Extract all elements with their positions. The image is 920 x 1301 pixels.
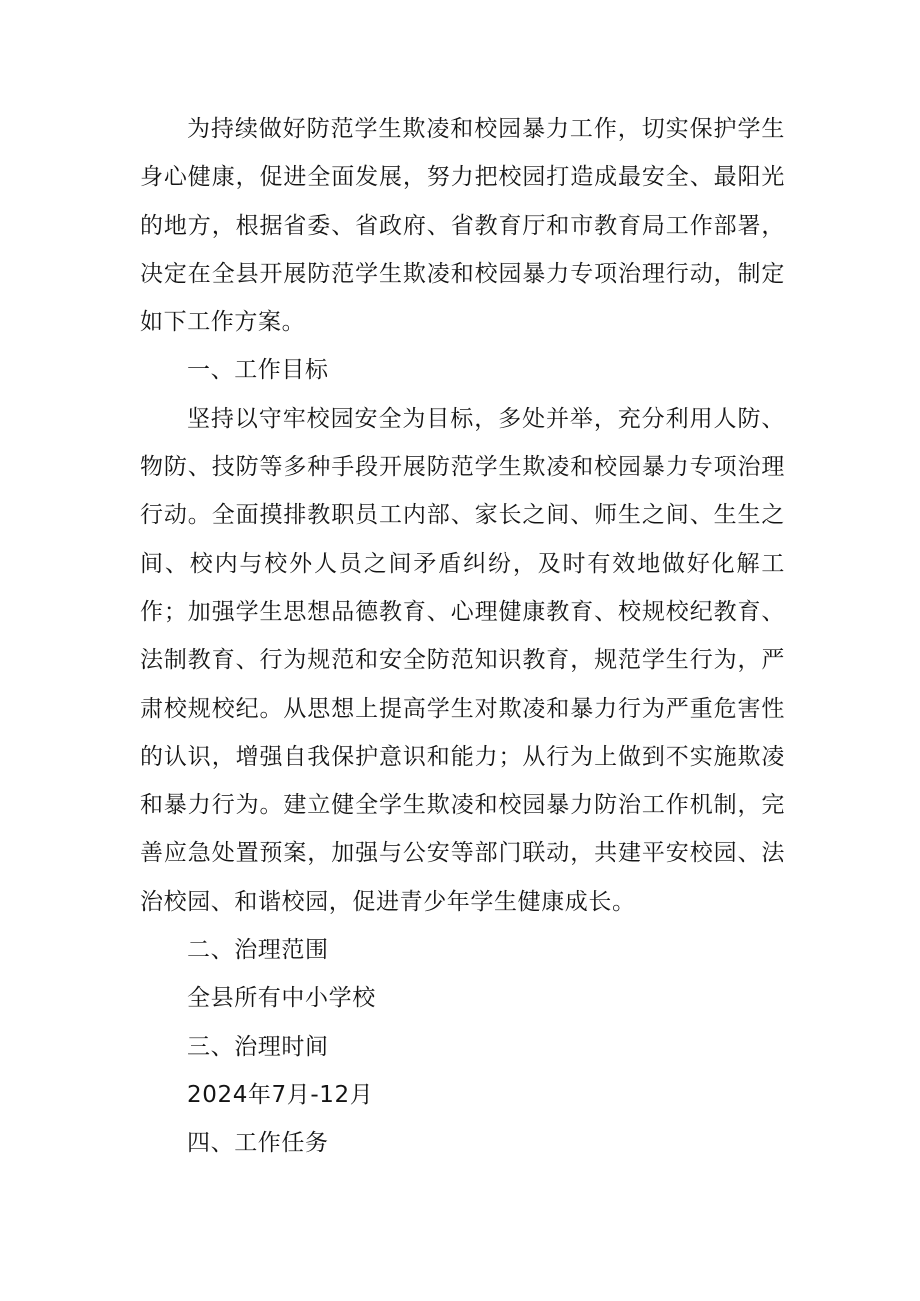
document-body xyxy=(140,105,785,1168)
section-4-heading: 四、工作任务 xyxy=(187,1130,329,1157)
section-1-paragraph: 坚持以守牢校园安全为目标，多处并举，充分利用人防、物防、技防等多种手段开展防范学生欺凌和校园暴力专项治理行动。全面摸排教职员工内部、家长之间、师生之间、生生之间、校内与校外人员之间矛盾纠纷，及时有效地做好化解工作；加强学生思想品德教育、心理健康教育、校规校纪教育、法制教育、行为规范和安全防范知识教育，规范学生行为，严肃校规校纪。从思想上提高学生对欺凌和暴力行为严重危害性的认识，增强自我保护意识和能力；从行为上做到不实施欺凌和暴力行为。建立健全学生欺凌和校园暴力防治工作机制，完善应急处置预案，加强与公安等部门联动，共建平安校园、法治校园、和谐校园，促进青少年学生健康成长。 xyxy=(140,405,785,915)
section-2-paragraph: 全县所有中小学校 xyxy=(187,985,376,1012)
section-3-paragraph: 2024年7月-12月 xyxy=(187,1081,374,1108)
intro-paragraph: 为持续做好防范学生欺凌和校园暴力工作，切实保护学生身心健康，促进全面发展，努力把校园打造成最安全、最阳光的地方，根据省委、省政府、省教育厅和市教育局工作部署，决定在全县开展防范学生欺凌和校园暴力专项治理行动，制定如下工作方案。 xyxy=(140,116,785,336)
section-1-heading: 一、工作目标 xyxy=(187,357,329,384)
section-2-heading: 二、治理范围 xyxy=(187,937,329,964)
section-3-heading: 三、治理时间 xyxy=(187,1033,329,1060)
